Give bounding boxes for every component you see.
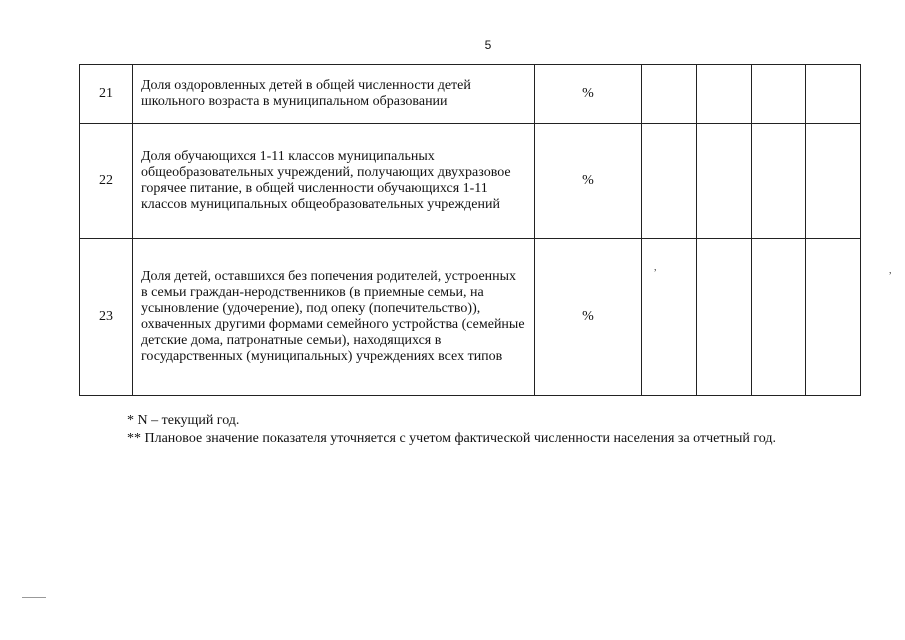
page-number: 5 xyxy=(484,38,492,52)
unit-cell: % xyxy=(535,65,642,124)
footnotes xyxy=(127,412,867,448)
indicators-table xyxy=(79,64,861,396)
value-cell xyxy=(642,65,697,124)
unit-cell: % xyxy=(535,239,642,396)
value-cell xyxy=(806,124,861,239)
footnote-planned-value: ** Плановое значение показателя уточняется с учетом фактической численности населения за отчетный год. xyxy=(127,431,776,446)
indicator-description: Доля обучающихся 1-11 классов муниципальных общеобразовательных учреждений, получающих двухразовое горячее питание, в общей численности обучающихся 1-11 классов муниципальных общеобразовательных учреждений xyxy=(133,124,535,239)
row-number: 22 xyxy=(80,124,133,239)
value-cell xyxy=(642,239,697,396)
value-cell xyxy=(806,65,861,124)
value-cell xyxy=(752,239,806,396)
indicator-description: Доля оздоровленных детей в общей численности детей школьного возраста в муниципальном образовании xyxy=(133,65,535,124)
row-number: 21 xyxy=(80,65,133,124)
value-cell xyxy=(752,65,806,124)
value-cell xyxy=(642,124,697,239)
stray-comma-mark: , xyxy=(889,265,892,276)
value-cell xyxy=(697,124,752,239)
value-cell xyxy=(697,239,752,396)
table-row xyxy=(80,239,861,396)
value-cell xyxy=(752,124,806,239)
value-cell xyxy=(697,65,752,124)
stray-comma-mark: , xyxy=(654,262,657,273)
table-row xyxy=(80,65,861,124)
margin-rule xyxy=(22,597,46,598)
value-cell xyxy=(806,239,861,396)
row-number: 23 xyxy=(80,239,133,396)
indicator-description: Доля детей, оставшихся без попечения родителей, устроенных в семьи граждан-неродственников (в приемные семьи, на усыновление (удочерение), под опеку (попечительство)), охваченных другими формами семейного устройства (семейные детские дома, патронатные семьи), находящихся в государственных (муниципальных) учреждениях всех типов xyxy=(133,239,535,396)
footnote-current-year: * N – текущий год. xyxy=(127,413,240,428)
table-row xyxy=(80,124,861,239)
unit-cell: % xyxy=(535,124,642,239)
